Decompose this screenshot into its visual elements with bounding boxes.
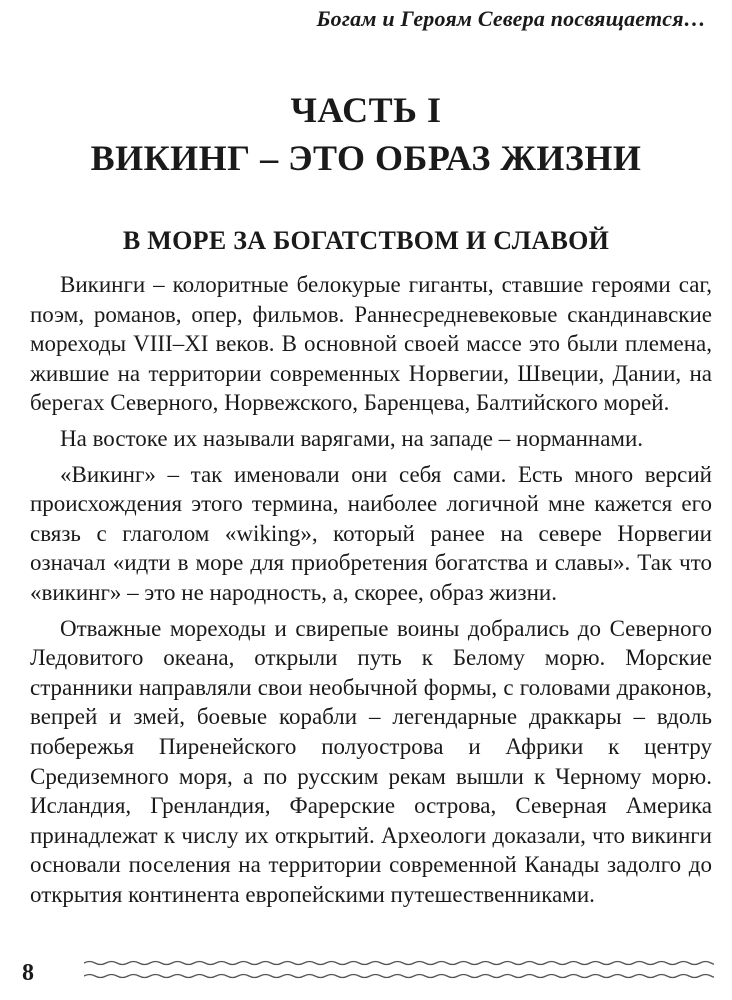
page-number: 8: [22, 960, 34, 986]
wavy-divider: [84, 951, 714, 987]
part-heading: ВИКИНГ – ЭТО ОБРАЗ ЖИЗНИ: [90, 138, 642, 178]
part-title: [0, 86, 732, 182]
dedication-header: Богам и Героям Севера посвящается…: [316, 6, 706, 31]
paragraph: Викинги – колоритные белокурые гиганты, ставшие героями саг, поэм, романов, опер, фильмов. Раннесредневековые скандинавские мореходы VIII–XI веков. В основной своей массе это были племена, жившие на территории современных Норвегии, Швеции, Дании, на берегах Северного, Норвежского, Баренцева, Балтийского морей.: [30, 272, 712, 416]
wavy-line-top: [84, 962, 714, 965]
paragraph: «Викинг» – так именовали они себя сами. Есть много версий происхождения этого термина, наиболее логичной мне кажется его связь с глаголом «wiking», который ранее на севере Норвегии означал «идти в море для приобретения богатства и славы». Так что «викинг» – это не народность, а, скорее, образ жизни.: [30, 461, 712, 605]
body-text: [30, 270, 712, 915]
part-number: ЧАСТЬ I: [290, 90, 442, 130]
paragraph: Отважные мореходы и свирепые воины добрались до Северного Ледовитого океана, открыли путь к Белому морю. Морские странники направляли свои необычной формы, с головами драконов, вепрей и змей, боевые корабли – легендарные драккары – вдоль побережья Пиренейского полуострова и Африки к центру Средиземного моря, а по русским рекам вышли к Черному морю. Исландия, Гренландия, Фарерские острова, Северная Америка принадлежат к числу их открытий. Археологи доказали, что викинги основали поселения на территории современной Канады задолго до открытия континента европейскими путешественниками.: [30, 615, 712, 907]
paragraph: На востоке их называли варягами, на западе – норманнами.: [60, 425, 644, 451]
wavy-line-bottom: [84, 975, 714, 978]
section-title: В МОРЕ ЗА БОГАТСТВОМ И СЛАВОЙ: [122, 226, 610, 255]
